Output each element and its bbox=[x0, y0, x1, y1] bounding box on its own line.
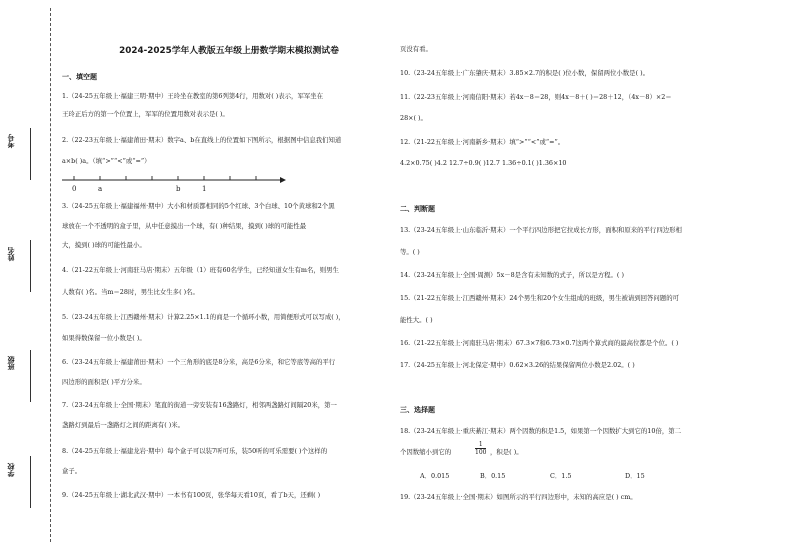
q18-option-a: A．0.015 bbox=[420, 472, 450, 480]
binding-dashed-line bbox=[50, 8, 51, 542]
q3-line3: 大，摸到( )球的可能性最小。 bbox=[62, 241, 146, 249]
section-fill-blank-heading: 一、填空题 bbox=[62, 73, 97, 81]
q18-line1: 18.（23-24五年级上·重庆綦江·期末）两个因数的积是1.5，如果第一个因数扩大到它的10倍，第二 bbox=[400, 427, 682, 435]
q18-fraction-numerator: 1 bbox=[475, 441, 486, 449]
q8-line1: 8.（24-25五年级上·福建龙岩·期中）每个盒子可以装7听可乐，装50听的可乐需要( )个这样的 bbox=[62, 447, 328, 455]
number-line-label-a: a bbox=[98, 185, 103, 193]
q13-line2: 等。( ) bbox=[400, 248, 420, 256]
q18-option-b: B．0.15 bbox=[480, 472, 506, 480]
q1-line2: 王玲正后方的第一个位置上，军军的位置用数对表示是( )。 bbox=[62, 110, 229, 118]
school-label: 学校 bbox=[7, 463, 15, 477]
q6-line1: 6.（23-24五年级上·福建莆田·期末）一个三角形的底是8分米，高是6分米，和它等底等高的平行 bbox=[62, 358, 336, 366]
q18-line2-post: ，积是( )。 bbox=[490, 448, 523, 456]
class-line bbox=[30, 350, 31, 402]
class-label: 班级 bbox=[7, 356, 15, 370]
exam-number-label: 考号 bbox=[7, 134, 15, 148]
q18-fraction bbox=[475, 441, 486, 456]
q18-option-c: C．1.5 bbox=[550, 472, 572, 480]
exam-title: 2024-2025学年人教版五年级上册数学期末模拟测试卷 bbox=[119, 46, 339, 56]
q11-line2: 28×( )。 bbox=[400, 114, 427, 122]
q2-line1: 2.（22-23五年级上·福建莆田·期末）数字a、b在直线上的位置如下图所示，根据图中信息我们知道 bbox=[62, 136, 342, 144]
binding-margin bbox=[0, 0, 62, 550]
q9-line1: 9.（24-25五年级上·湖北武汉·期中）一本书有100页，张华每天看10页，看了b天，还剩( ) bbox=[62, 491, 321, 499]
q19-line1: 19.（23-24五年级上·全国·期末）如图所示的平行四边形中，未知的高应是( ) cm。 bbox=[400, 493, 637, 501]
q4-line2: 人数有( )名。当m＝28时，男生比女生多( )名。 bbox=[62, 288, 199, 296]
q15-line2: 能性大。( ) bbox=[400, 316, 433, 324]
section-choice-heading: 三、选择题 bbox=[400, 406, 435, 414]
number-line-label-b: b bbox=[176, 185, 181, 193]
q7-line2: 盏路灯到最后一盏路灯之间的距离有( )米。 bbox=[62, 421, 185, 429]
q8-line2: 盒子。 bbox=[62, 467, 82, 475]
q18-line2-pre: 个因数缩小到它的 bbox=[400, 448, 452, 456]
q9-continued: 页没有看。 bbox=[400, 45, 432, 53]
q5-line2: 如果得数保留一位小数是( )。 bbox=[62, 334, 146, 342]
number-line-figure bbox=[62, 174, 287, 194]
q14-line1: 14.（23-24五年级上·全国·周测）5x－8是含有未知数的式子，所以是方程。( ) bbox=[400, 271, 624, 279]
q10-line1: 10.（23-24五年级上·广东肇庆·期末）3.85×2.7的积是( )位小数，保留两位小数是( )。 bbox=[400, 69, 649, 77]
q17-line1: 17.（24-25五年级上·河北保定·期中）0.62×3.26的结果保留两位小数是2.02。( ) bbox=[400, 361, 635, 369]
q3-line1: 3.（24-25五年级上·福建福州·期中）大小和材质都相同的5个红球、3个白球、10个黄球和2个黑 bbox=[62, 202, 335, 210]
q3-line2: 球放在一个不透明的盒子里，从中任意摸出一个球，有( )种结果，摸到( )球的可能性最 bbox=[62, 222, 307, 230]
q12-line1: 12.（21-22五年级上·河南新乡·期末）填“>”“<”或“=”。 bbox=[400, 138, 565, 146]
section-judge-heading: 二、判断题 bbox=[400, 205, 435, 213]
q2-line2: a×b( )a。（填“>”“<”或“=”） bbox=[62, 157, 151, 165]
name-label: 姓名 bbox=[7, 247, 15, 261]
school-line bbox=[30, 456, 31, 508]
exam-number-line bbox=[30, 128, 31, 180]
q6-line2: 四边形的面积是( )平方分米。 bbox=[62, 378, 146, 386]
number-line-label-1: 1 bbox=[202, 185, 207, 193]
q16-line1: 16.（21-22五年级上·河南驻马店·期末）67.3×7和6.73×0.7这两个算式商的最高位都是个位。( ) bbox=[400, 339, 679, 347]
q7-line1: 7.（23-24五年级上·全国·期末）笔直的街道一旁安装有16盏路灯，相邻两盏路灯间隔20米，第一 bbox=[62, 401, 337, 409]
q18-fraction-denominator: 100 bbox=[475, 449, 487, 456]
q13-line1: 13.（23-24五年级上·山东临沂·期末）一个平行四边形把它拉成长方形，面积和原来的平行四边形相 bbox=[400, 226, 682, 234]
q1-line1: 1.（24-25五年级上·福建三明·期中）王玲坐在教室的第6列第4行，用数对( )表示，军军坐在 bbox=[62, 92, 324, 100]
number-line-svg bbox=[62, 174, 287, 186]
q5-line1: 5.（23-24五年级上·江西赣州·期末）计算2.25×1.1的商是一个循环小数，用简便形式可以写成( )， bbox=[62, 313, 345, 321]
q18-option-d: D．15 bbox=[625, 472, 645, 480]
q11-line1: 11.（22-23五年级上·河南信阳·期末）若4x－8＝28，则4x－8＋( )＝28＋12，（4x－8）×2＝ bbox=[400, 93, 672, 101]
name-line bbox=[30, 240, 31, 292]
q15-line1: 15.（21-22五年级上·江西赣州·期末）24个男生和20个女生组成的班级，男生被请到回答问题的可 bbox=[400, 294, 679, 302]
number-line-label-0: 0 bbox=[72, 185, 77, 193]
q12-line2: 4.2×0.75( )4.2 12.7÷0.9( )12.7 1.36÷0.1( )1.36×10 bbox=[400, 159, 567, 167]
q4-line1: 4.（21-22五年级上·河南驻马店·期末）五年级（1）班有60名学生，已经知道女生有m名，则男生 bbox=[62, 266, 339, 274]
